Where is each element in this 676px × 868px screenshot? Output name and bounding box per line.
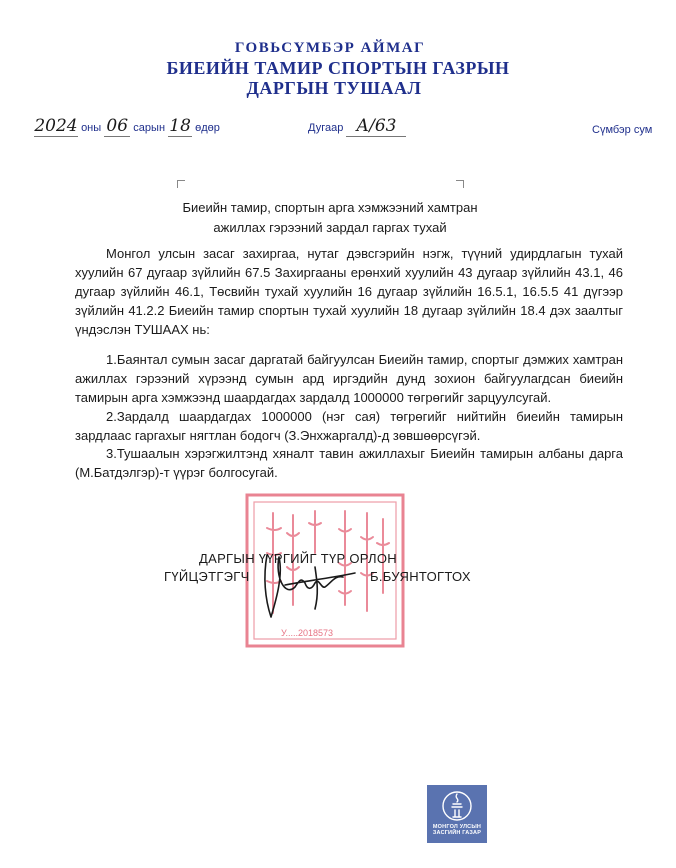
stamp-number: У.....2018573 — [281, 628, 334, 638]
order-item-3: 3.Тушаалын хэрэгжилтэнд хяналт тавин ажиллахыг Биеийн тамирын албаны дарга (М.Батдэлгэр)-т үүрэг болгосугай. — [75, 446, 623, 480]
order-item-1: 1.Баянтал сумын засаг даргатай байгуулсан Биеийн тамир, спортыг дэмжих хамтран ажиллах гэрээний хүрээнд сумын ард иргэдийн дунд зохион байгуулагдсан биеийн тамирын арга хэмжээнд шаардагдах зардалд 1000000 төгрөгийг зарцуулсугай. — [75, 352, 623, 405]
subject-bracket-left — [177, 180, 185, 188]
order-item-2: 2.Зардалд шаардагдах 1000000 (нэг сая) төгрөгийг нийтийн биеийн тамирын зардлаас гаргахыг нягтлан бодогч (З.Энхжаргалд)-д зөвшөөрсүгэй. — [75, 409, 623, 443]
government-logo-text: МОНГОЛ УЛСЫН ЗАСГИЙН ГАЗАР — [432, 824, 482, 836]
header-department: БИЕИЙН ТАМИР СПОРТЫН ГАЗРЫН — [166, 58, 510, 78]
month-label: сарын — [133, 122, 166, 134]
day-label: өдөр — [195, 122, 220, 134]
government-logo — [427, 785, 487, 843]
soyombo-emblem-icon — [442, 790, 472, 822]
signatory-name: Б.БУЯНТОГТОХ — [370, 569, 471, 584]
year-label: оны — [81, 122, 102, 134]
handwritten-signature — [255, 537, 365, 627]
order-subject: Биеийн тамир, спортын арга хэмжээний хамтран ажиллах гэрээний зардал гаргах тухай — [182, 200, 478, 235]
order-number: А/63 — [346, 116, 406, 137]
header-province: ГОВЬСҮМБЭР АЙМАГ — [234, 40, 426, 56]
date-line — [34, 116, 220, 137]
order-number-line — [308, 116, 406, 137]
place-label: Сүмбэр сум — [592, 124, 653, 136]
subject-bracket-right — [456, 180, 464, 188]
signatory-title-line2: ГҮЙЦЭТГЭГЧ — [164, 569, 250, 584]
preamble-paragraph: Монгол улсын засаг захиргаа, нутаг дэвсгэрийн нэгж, түүний удирдлагын тухай хуулийн 67 дугаар зүйлийн 67.5 Захиргааны ерөнхий хуулийн 43 дугаар зүйлийн 43.1, 46 дугаар зүйлийн 46.1, Төсвийн тухай хуулийн 16 дугаар зүйлийн 16.5.1, 16.5.5 41 дүгээр зүйлийн 41.2.2 Биеийн тамир спортын тухай хуулийн 18 дугаар зүйлийн 18.4 дэх заалтыг үндэслэн ТУШААХ нь: — [75, 246, 623, 337]
date-day: 18 — [169, 116, 191, 136]
date-month: 06 — [104, 116, 130, 137]
signatory-title-line1: ДАРГЫН ҮҮРГИЙГ ТҮР ОРЛОН — [199, 551, 397, 566]
order-number-label: Дугаар — [308, 122, 344, 134]
header-order-title: ДАРГЫН ТУШААЛ — [246, 78, 422, 98]
date-year: 2024 — [34, 116, 78, 136]
